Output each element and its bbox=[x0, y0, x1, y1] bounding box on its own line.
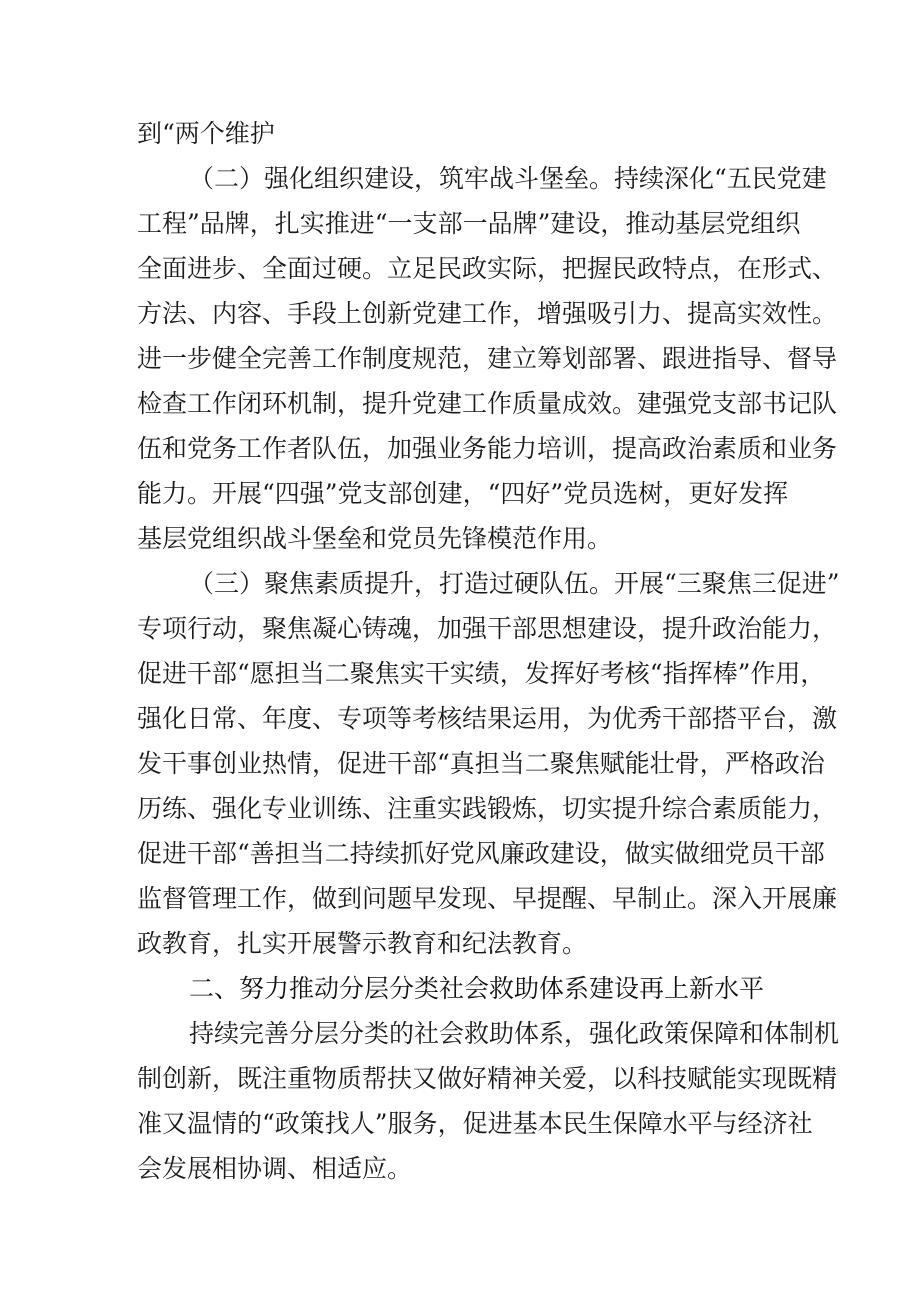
text-line: 检查工作闭环机制，提升党建工作质量成效。建强党支部书记队 bbox=[137, 389, 838, 418]
text-line: 能力。开展“四强”党支部创建，“四好”党员选树，更好发挥 bbox=[137, 479, 789, 508]
text-line: 历练、强化专业训练、注重实践锻炼，切实提升综合素质能力， bbox=[137, 794, 838, 823]
text-line: 全面进步、全面过硬。立足民政实际，把握民政特点，在形式、 bbox=[137, 254, 838, 283]
text-line: 工程”品牌，扎实推进“一支部一品牌”建设，推动基层党组织 bbox=[137, 209, 801, 238]
text-line: 会发展相协调、相适应。 bbox=[137, 1154, 413, 1183]
text-line: 到“两个维护 bbox=[137, 119, 275, 148]
subsection-3-heading-line: （三）聚焦素质提升，打造过硬队伍。开展“三聚焦三促进” bbox=[189, 569, 840, 598]
text-line: 强化日常、年度、专项等考核结果运用，为优秀干部搭平台，激 bbox=[137, 704, 838, 733]
text-line: 专项行动，聚焦凝心铸魂，加强干部思想建设，提升政治能力， bbox=[137, 614, 838, 643]
text-line: 促进干部“愿担当二聚焦实干实绩，发挥好考核“指挥棒”作用， bbox=[137, 659, 826, 688]
text-line: 持续完善分层分类的社会救助体系，强化政策保障和体制机 bbox=[189, 1019, 840, 1048]
text-line: 促进干部“善担当二持续抓好党风廉政建设，做实做细党员干部 bbox=[137, 839, 825, 868]
subsection-2-heading-line: （二）强化组织建设，筑牢战斗堡垒。持续深化“五民党建 bbox=[189, 164, 827, 193]
text-line: 进一步健全完善工作制度规范，建立筹划部署、跟进指导、督导 bbox=[137, 344, 838, 373]
text-line: 准又温情的“政策找人”服务，促进基本民生保障水平与经济社 bbox=[137, 1109, 813, 1138]
section-2-heading: 二、努力推动分层分类社会救助体系建设再上新水平 bbox=[189, 974, 765, 1003]
text-line: 伍和党务工作者队伍，加强业务能力培训，提高政治素质和业务 bbox=[137, 434, 838, 463]
text-line: 政教育，扎实开展警示教育和纪法教育。 bbox=[137, 929, 588, 958]
text-line: 监督管理工作，做到问题早发现、早提醒、早制止。深入开展廉 bbox=[137, 884, 838, 913]
text-line: 基层党组织战斗堡垒和党员先锋模范作用。 bbox=[137, 524, 613, 553]
text-line: 发干事创业热情，促进干部“真担当二聚焦赋能壮骨，严格政治 bbox=[137, 749, 825, 778]
text-line: 制创新，既注重物质帮扶又做好精神关爱，以科技赋能实现既精 bbox=[137, 1064, 838, 1093]
text-line: 方法、内容、手段上创新党建工作，增强吸引力、提高实效性。 bbox=[137, 299, 838, 328]
